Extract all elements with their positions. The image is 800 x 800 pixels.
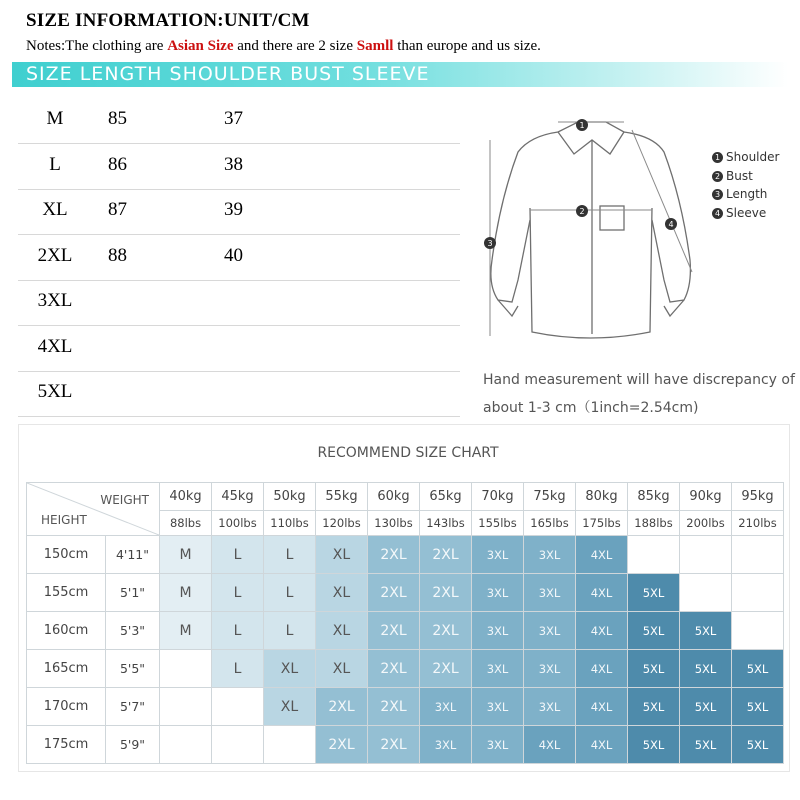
size-recommendation-cell: L xyxy=(212,612,264,650)
disclaimer-line-1: Hand measurement will have discrepancy of xyxy=(483,372,795,388)
size-recommendation-cell: M xyxy=(160,574,212,612)
weight-kg-header: 90kg xyxy=(680,483,732,511)
legend-item-shoulder xyxy=(712,148,779,167)
size-recommendation-cell: 3XL xyxy=(420,688,472,726)
size-recommendation-cell: M xyxy=(160,536,212,574)
weight-kg-header: 60kg xyxy=(368,483,420,511)
size-recommendation-cell xyxy=(160,726,212,764)
weight-kg-header: 45kg xyxy=(212,483,264,511)
size-row xyxy=(18,280,460,326)
disclaimer-line-2: about 1-3 cm（1inch=2.54cm) xyxy=(483,400,699,416)
size-recommendation-cell: XL xyxy=(316,574,368,612)
size-recommendation-cell: 4XL xyxy=(576,688,628,726)
weight-lbs-header: 100lbs xyxy=(212,510,264,535)
size-recommendation-cell: L xyxy=(264,536,316,574)
size-recommendation-cell xyxy=(212,726,264,764)
size-value: 86 xyxy=(108,153,127,175)
notes-text-2: and there are 2 size xyxy=(233,38,357,54)
size-recommendation-cell: 5XL xyxy=(680,612,732,650)
size-recommendation-cell: 3XL xyxy=(524,574,576,612)
diagram-legend xyxy=(712,148,779,222)
size-recommendation-cell: XL xyxy=(264,688,316,726)
height-cm-cell: 170cm xyxy=(27,688,106,726)
notes-text-3: than europe and us size. xyxy=(393,38,541,54)
table-row xyxy=(27,688,784,726)
size-recommendation-cell: L xyxy=(264,612,316,650)
height-axis-label: HEIGHT xyxy=(41,513,87,527)
size-recommendation-cell: 3XL xyxy=(524,688,576,726)
size-row xyxy=(18,98,460,144)
table-row xyxy=(27,574,784,612)
size-recommendation-cell xyxy=(628,536,680,574)
size-chart-title-text: RECOMMEND SIZE CHART xyxy=(317,445,499,461)
size-label: L xyxy=(49,153,61,175)
size-recommendation-cell: 2XL xyxy=(316,726,368,764)
size-recommendation-cell: 5XL xyxy=(628,650,680,688)
measurement-marker: 4 xyxy=(668,220,674,229)
size-value: 39 xyxy=(224,199,243,220)
size-recommendation-cell xyxy=(264,726,316,764)
size-recommendation-cell: 3XL xyxy=(524,612,576,650)
measurement-banner-label: SIZE LENGTH SHOULDER BUST SLEEVE xyxy=(26,63,430,85)
weight-kg-header: 40kg xyxy=(160,483,212,511)
size-row xyxy=(18,235,460,281)
legend-item-length xyxy=(712,185,779,204)
legend-label: Shoulder xyxy=(726,150,780,164)
size-recommendation-cell: L xyxy=(264,574,316,612)
size-recommendation-cell: 5XL xyxy=(628,612,680,650)
size-recommendation-cell xyxy=(160,650,212,688)
size-recommendation-cell: 3XL xyxy=(420,726,472,764)
weight-lbs-header: 143lbs xyxy=(420,510,472,535)
size-recommendation-cell: 5XL xyxy=(732,650,784,688)
size-value: 88 xyxy=(108,244,127,266)
size-label: M xyxy=(46,108,64,129)
table-row xyxy=(27,650,784,688)
legend-number-badge: 3 xyxy=(712,189,723,200)
size-recommendation-cell: 2XL xyxy=(368,726,420,764)
size-recommendation-cell: 2XL xyxy=(368,688,420,726)
size-recommendation-cell: 3XL xyxy=(472,536,524,574)
size-recommendation-cell: 5XL xyxy=(628,574,680,612)
size-recommendation-cell: 4XL xyxy=(576,574,628,612)
size-recommendation-cell: 2XL xyxy=(420,612,472,650)
weight-kg-header: 55kg xyxy=(316,483,368,511)
size-recommendation-cell xyxy=(680,574,732,612)
measurement-disclaimer xyxy=(483,366,800,422)
size-recommendation-cell: 2XL xyxy=(368,612,420,650)
page-title: SIZE INFORMATION:UNIT/CM xyxy=(26,10,310,31)
size-recommendation-cell: 3XL xyxy=(472,726,524,764)
notes-highlight-small: Samll xyxy=(356,38,394,54)
size-recommendation-cell: 5XL xyxy=(680,650,732,688)
size-recommendation-cell: 5XL xyxy=(732,688,784,726)
size-recommendation-cell xyxy=(160,688,212,726)
size-recommendation-cell: XL xyxy=(316,612,368,650)
weight-kg-header: 95kg xyxy=(732,483,784,511)
table-row xyxy=(27,536,784,574)
weight-kg-header: 80kg xyxy=(576,483,628,511)
size-recommendation-cell: 3XL xyxy=(524,650,576,688)
weight-lbs-header: 130lbs xyxy=(368,510,420,535)
height-ft-cell: 5'9" xyxy=(106,726,160,764)
weight-kg-header: 65kg xyxy=(420,483,472,511)
size-recommendation-cell: 3XL xyxy=(472,574,524,612)
size-recommendation-cell: 5XL xyxy=(680,726,732,764)
size-label: 4XL xyxy=(37,335,73,357)
size-label: XL xyxy=(42,199,68,220)
recommend-size-table xyxy=(26,482,784,764)
size-value: 40 xyxy=(224,244,243,266)
size-recommendation-cell: 2XL xyxy=(420,574,472,612)
weight-lbs-header: 210lbs xyxy=(732,510,784,535)
size-recommendation-cell: M xyxy=(160,612,212,650)
size-recommendation-cell: XL xyxy=(264,650,316,688)
size-recommendation-cell xyxy=(732,536,784,574)
weight-lbs-header: 88lbs xyxy=(160,510,212,535)
weight-kg-header: 85kg xyxy=(628,483,680,511)
height-ft-cell: 5'3" xyxy=(106,612,160,650)
legend-label: Length xyxy=(726,187,768,201)
legend-number-badge: 4 xyxy=(712,208,723,219)
size-label: 2XL xyxy=(37,244,73,266)
size-recommendation-cell: 3XL xyxy=(524,536,576,574)
size-label: 3XL xyxy=(37,290,73,311)
size-recommendation-cell: XL xyxy=(316,536,368,574)
size-recommendation-cell: 5XL xyxy=(680,688,732,726)
notes-text-1: Notes:The clothing are xyxy=(26,38,168,54)
height-ft-cell: 5'1" xyxy=(106,574,160,612)
measurement-marker: 1 xyxy=(579,121,585,130)
size-row xyxy=(18,326,460,372)
weight-lbs-header: 200lbs xyxy=(680,510,732,535)
size-recommendation-cell: L xyxy=(212,650,264,688)
measurement-marker: 2 xyxy=(579,207,585,216)
weight-lbs-header: 188lbs xyxy=(628,510,680,535)
shirt-diagram xyxy=(478,110,696,350)
height-cm-cell: 160cm xyxy=(27,612,106,650)
weight-lbs-header: 120lbs xyxy=(316,510,368,535)
size-row xyxy=(18,189,460,235)
legend-number-badge: 1 xyxy=(712,152,723,163)
size-recommendation-cell: 2XL xyxy=(368,650,420,688)
size-row xyxy=(18,144,460,190)
size-recommendation-cell: 2XL xyxy=(420,536,472,574)
size-recommendation-cell: L xyxy=(212,574,264,612)
size-chart-title xyxy=(0,445,800,461)
size-notes xyxy=(26,38,541,55)
legend-label: Bust xyxy=(726,168,753,183)
weight-lbs-header: 155lbs xyxy=(472,510,524,535)
height-ft-cell: 4'11" xyxy=(106,536,160,574)
size-recommendation-cell: 4XL xyxy=(524,726,576,764)
size-recommendation-cell xyxy=(680,536,732,574)
height-cm-cell: 165cm xyxy=(27,650,106,688)
size-row xyxy=(18,371,460,417)
size-recommendation-cell: XL xyxy=(316,650,368,688)
weight-kg-header: 75kg xyxy=(524,483,576,511)
weight-lbs-header: 175lbs xyxy=(576,510,628,535)
height-ft-cell: 5'7" xyxy=(106,688,160,726)
size-value: 37 xyxy=(224,108,243,129)
weight-kg-header: 50kg xyxy=(264,483,316,511)
size-value: 38 xyxy=(224,153,243,175)
weight-lbs-header: 165lbs xyxy=(524,510,576,535)
height-ft-cell: 5'5" xyxy=(106,650,160,688)
height-cm-cell: 175cm xyxy=(27,726,106,764)
legend-label: Sleeve xyxy=(726,205,767,220)
size-recommendation-cell: 5XL xyxy=(628,726,680,764)
size-recommendation-cell: 4XL xyxy=(576,650,628,688)
height-cm-cell: 150cm xyxy=(27,536,106,574)
size-value: 85 xyxy=(108,108,127,129)
size-recommendation-cell xyxy=(732,574,784,612)
size-recommendation-cell: 4XL xyxy=(576,612,628,650)
size-recommendation-cell: 3XL xyxy=(472,688,524,726)
size-recommendation-cell: 4XL xyxy=(576,726,628,764)
legend-number-badge: 2 xyxy=(712,171,723,182)
size-recommendation-cell: 2XL xyxy=(368,574,420,612)
size-label: 5XL xyxy=(37,381,73,402)
size-recommendation-cell: 2XL xyxy=(420,650,472,688)
size-recommendation-cell: 2XL xyxy=(368,536,420,574)
weight-axis-label: WEIGHT xyxy=(100,493,149,507)
size-recommendation-cell: 2XL xyxy=(316,688,368,726)
size-recommendation-cell: L xyxy=(212,536,264,574)
table-corner-header xyxy=(27,483,160,536)
legend-item-bust xyxy=(712,167,779,186)
measurement-marker: 3 xyxy=(487,239,493,248)
size-recommendation-cell xyxy=(212,688,264,726)
table-row xyxy=(27,726,784,764)
size-recommendation-cell: 4XL xyxy=(576,536,628,574)
weight-kg-header: 70kg xyxy=(472,483,524,511)
legend-item-sleeve xyxy=(712,204,779,223)
size-recommendation-cell xyxy=(732,612,784,650)
size-recommendation-cell: 3XL xyxy=(472,650,524,688)
table-row xyxy=(27,612,784,650)
size-recommendation-cell: 5XL xyxy=(732,726,784,764)
size-recommendation-cell: 5XL xyxy=(628,688,680,726)
notes-highlight-asian-size: Asian Size xyxy=(167,38,234,54)
weight-kg-row xyxy=(27,483,784,511)
size-recommendation-cell: 3XL xyxy=(472,612,524,650)
height-cm-cell: 155cm xyxy=(27,574,106,612)
size-value: 87 xyxy=(108,199,127,220)
weight-lbs-header: 110lbs xyxy=(264,510,316,535)
